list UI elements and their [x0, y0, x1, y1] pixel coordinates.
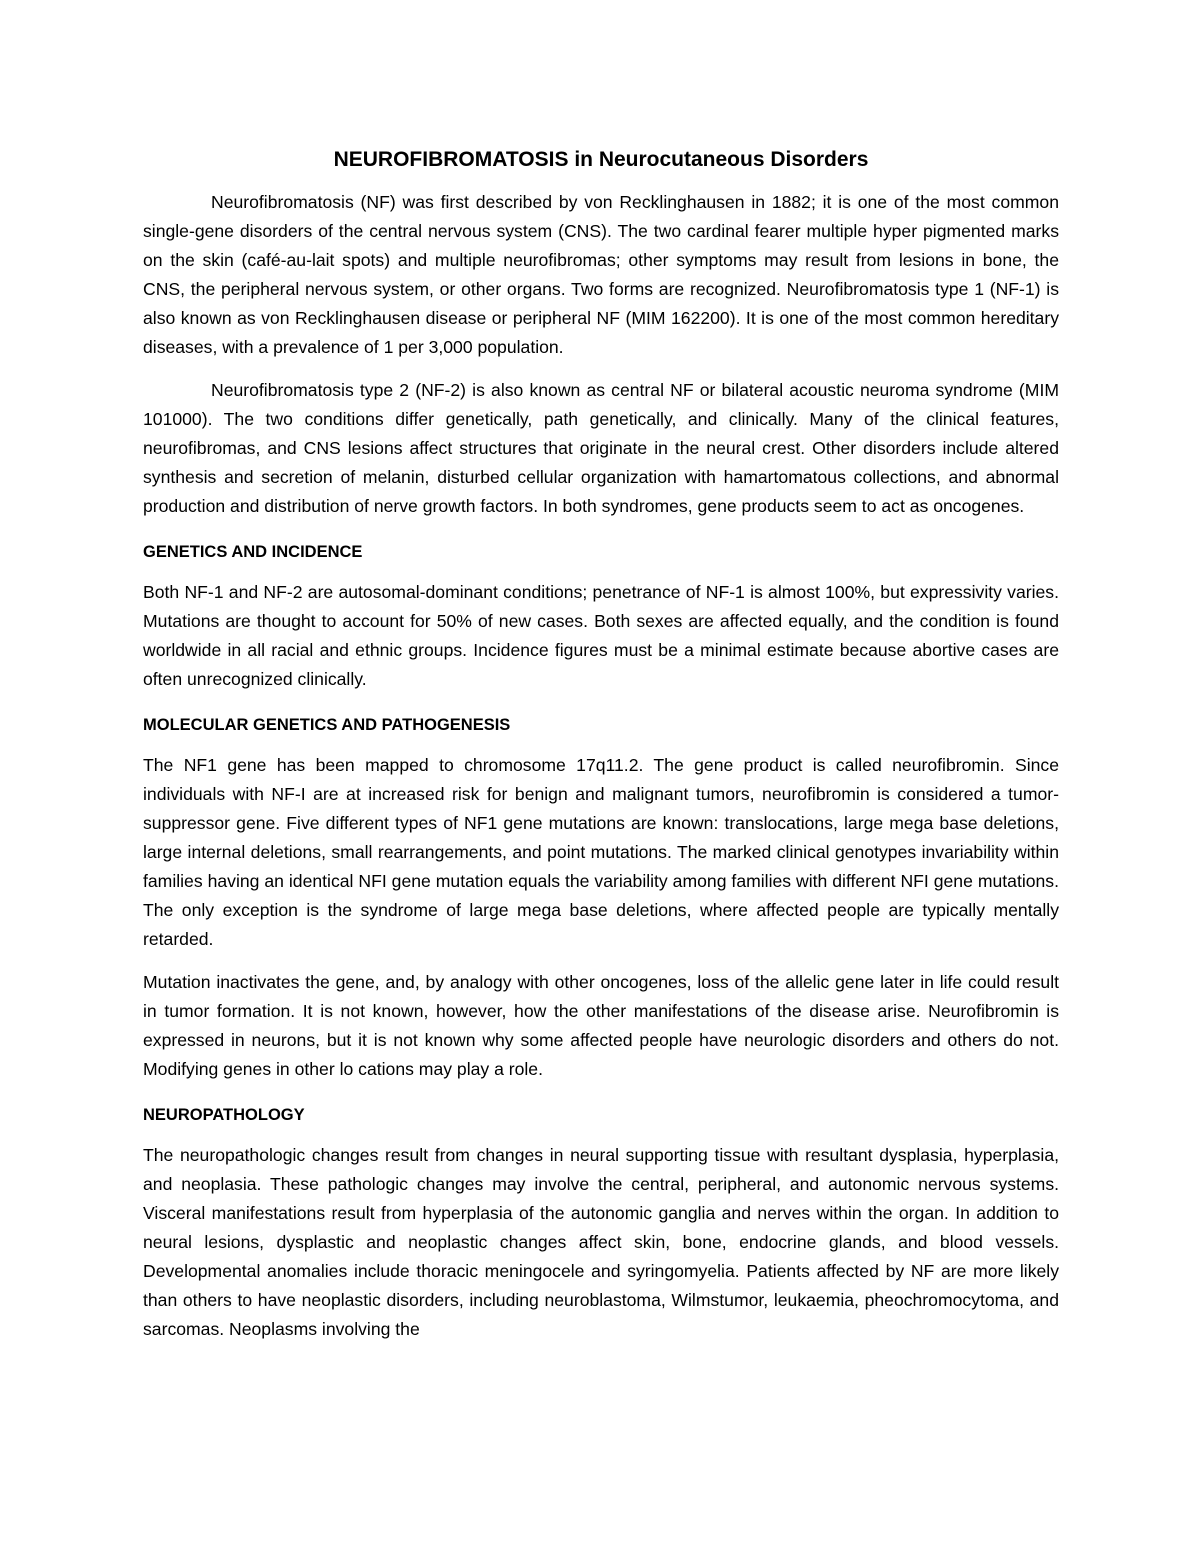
document-page [143, 146, 1059, 1344]
document-title: NEUROFIBROMATOSIS in Neurocutaneous Disorders [333, 148, 869, 171]
section-heading-genetics: GENETICS AND INCIDENCE [143, 543, 363, 561]
section-heading-neuropathology: NEUROPATHOLOGY [143, 1106, 305, 1124]
molecular-paragraph-1: The NF1 gene has been mapped to chromosome 17q11.2. The gene product is called neurofibromin. Since individuals with NF-I are at increased risk for benign and malignant tumors, neurofibromin is considered a tumor-suppressor gene. Five different types of NF1 gene mutations are known: translocations, large mega base deletions, large internal deletions, small rearrangements, and point mutations. The marked clinical genotypes invariability within families having an identical NFI gene mutation equals the variability among families with different NFI gene mutations. The only exception is the syndrome of large mega base deletions, where affected people are typically mentally retarded. [143, 755, 1059, 949]
intro-paragraph-2: Neurofibromatosis type 2 (NF-2) is also known as central NF or bilateral acoustic neuroma syndrome (MIM 101000). The two conditions differ genetically, path genetically, and clinically. Many of the clinical features, neurofibromas, and CNS lesions affect structures that originate in the neural crest. Other disorders include altered synthesis and secretion of melanin, disturbed cellular organization with hamartomatous collections, and abnormal production and distribution of nerve growth factors. In both syndromes, gene products seem to act as oncogenes. [143, 380, 1059, 516]
section-heading-molecular-genetics: MOLECULAR GENETICS AND PATHOGENESIS [143, 716, 511, 734]
molecular-paragraph-2: Mutation inactivates the gene, and, by analogy with other oncogenes, loss of the allelic gene later in life could result in tumor formation. It is not known, however, how the other manifestations of the disease arise. Neurofibromin is expressed in neurons, but it is not known why some affected people have neurologic disorders and others do not. Modifying genes in other lo cations may play a role. [143, 972, 1059, 1079]
intro-paragraph-1: Neurofibromatosis (NF) was first described by von Recklinghausen in 1882; it is one of the most common single-gene disorders of the central nervous system (CNS). The two cardinal fearer multiple hyper pigmented marks on the skin (café-au-lait spots) and multiple neurofibromas; other symptoms may result from lesions in bone, the CNS, the peripheral nervous system, or other organs. Two forms are recognized. Neurofibromatosis type 1 (NF-1) is also known as von Recklinghausen disease or peripheral NF (MIM 162200). It is one of the most common hereditary diseases, with a prevalence of 1 per 3,000 population. [143, 192, 1059, 357]
genetics-paragraph-1: Both NF-1 and NF-2 are autosomal-dominant conditions; penetrance of NF-1 is almost 100%, but expressivity varies. Mutations are thought to account for 50% of new cases. Both sexes are affected equally, and the condition is found worldwide in all racial and ethnic groups. Incidence figures must be a minimal estimate because abortive cases are often unrecognized clinically. [143, 582, 1059, 689]
neuropathology-paragraph-1: The neuropathologic changes result from changes in neural supporting tissue with resultant dysplasia, hyperplasia, and neoplasia. These pathologic changes may involve the central, peripheral, and autonomic nervous systems. Visceral manifestations result from hyperplasia of the autonomic ganglia and nerves within the organ. In addition to neural lesions, dysplastic and neoplastic changes affect skin, bone, endocrine glands, and blood vessels. Developmental anomalies include thoracic meningocele and syringomyelia. Patients affected by NF are more likely than others to have neoplastic disorders, including neuroblastoma, Wilmstumor, leukaemia, pheochromocytoma, and sarcomas. Neoplasms involving the [143, 1145, 1059, 1339]
